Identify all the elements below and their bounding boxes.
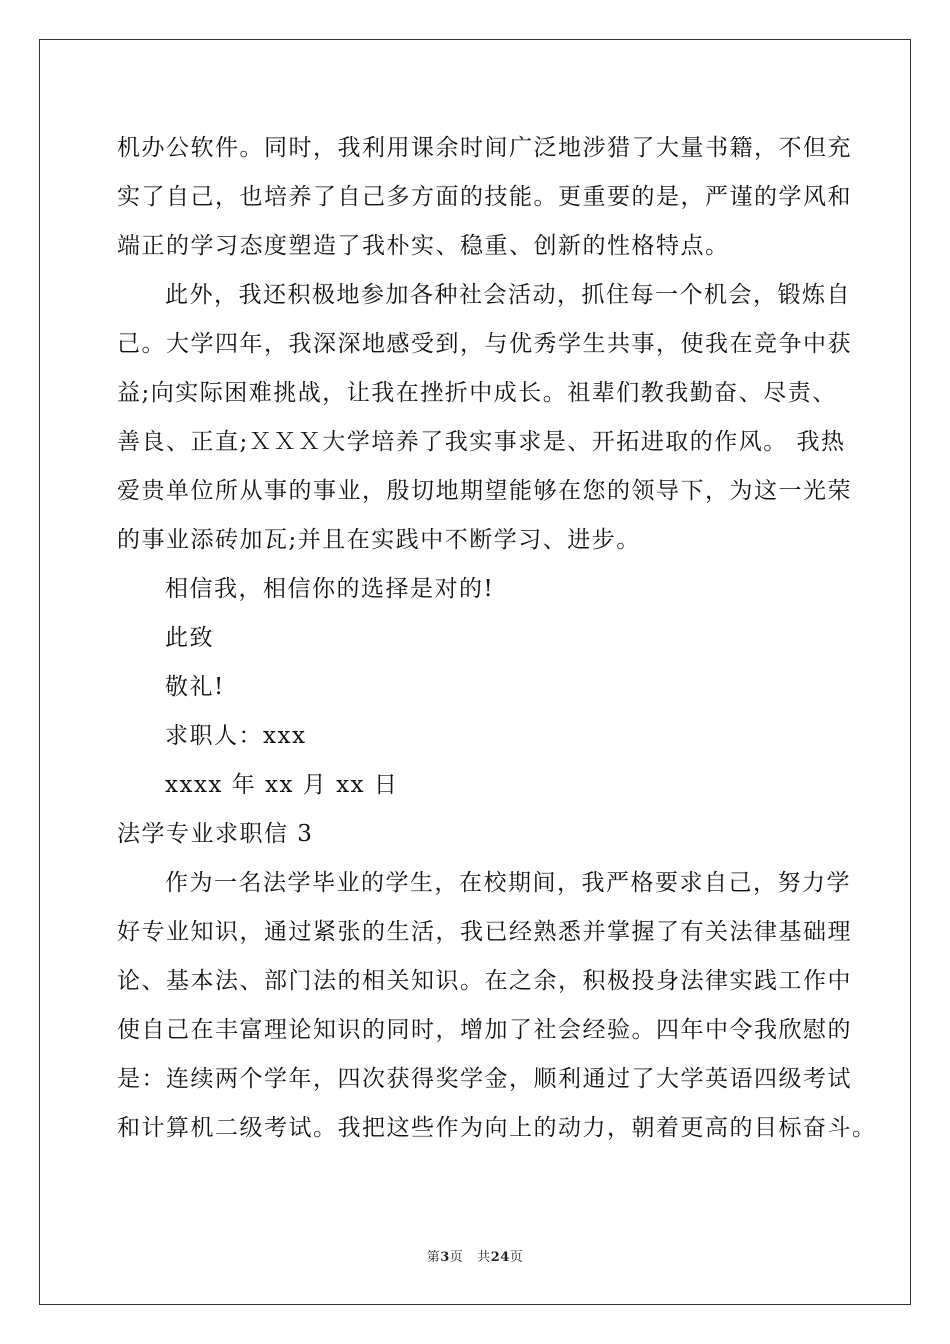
text-line: 求职人：xxx xyxy=(165,723,307,749)
text-line: 相信我，相信你的选择是对的! xyxy=(165,576,495,602)
total-unit: 页 xyxy=(509,1250,524,1265)
document-body xyxy=(117,124,877,1153)
text-line: 己。大学四年，我深深地感受到，与优秀学生共事，使我在竞争中获 xyxy=(117,331,852,357)
text-line: 此外，我还积极地参加各种社会活动，抓住每一个机会，锻炼自 xyxy=(165,282,851,308)
text-line: 机办公软件。同时，我利用课余时间广泛地涉猎了大量书籍，不但充 xyxy=(117,135,852,161)
text-line: 是：连续两个学年，四次获得奖学金，顺利通过了大学英语四级考试 xyxy=(117,1066,852,1092)
text-line: xxxx 年 xx 月 xx 日 xyxy=(165,772,399,798)
total-prefix: 共 xyxy=(477,1250,491,1265)
text-line: 好专业知识，通过紧张的生活，我已经熟悉并掌握了有关法律基础理 xyxy=(117,919,852,945)
text-line: 善良、正直;ＸＸＸ大学培养了我实事求是、开拓进取的作风。 我热 xyxy=(117,429,846,455)
text-line: 此致 xyxy=(165,625,214,651)
page-prefix: 第 xyxy=(426,1250,441,1265)
text-line: 实了自己，也培养了自己多方面的技能。更重要的是，严谨的学风和 xyxy=(117,184,852,210)
page-total: 24 xyxy=(490,1250,510,1265)
text-line: 和计算机二级考试。我把这些作为向上的动力，朝着更高的目标奋斗。 xyxy=(117,1115,877,1141)
section-heading: 法学专业求职信 3 xyxy=(117,821,314,847)
text-line: 的事业添砖加瓦;并且在实践中不断学习、进步。 xyxy=(117,527,641,553)
text-line: 爱贵单位所从事的事业，殷切地期望能够在您的领导下，为这一光荣 xyxy=(117,478,852,504)
text-line: 敬礼! xyxy=(165,674,225,700)
text-line: 使自己在丰富理论知识的同时，增加了社会经验。四年中令我欣慰的 xyxy=(117,1017,852,1043)
page-current: 3 xyxy=(440,1250,450,1265)
page-footer xyxy=(0,1246,950,1265)
text-line: 益;向实际困难挑战，让我在挫折中成长。祖辈们教我勤奋、尽责、 xyxy=(117,380,837,406)
text-line: 作为一名法学毕业的学生，在校期间，我严格要求自己，努力学 xyxy=(165,870,851,896)
page-unit: 页 xyxy=(449,1250,464,1265)
text-line: 论、基本法、部门法的相关知识。在之余，积极投身法律实践工作中 xyxy=(117,968,852,994)
text-line: 端正的学习态度塑造了我朴实、稳重、创新的性格特点。 xyxy=(117,233,730,259)
